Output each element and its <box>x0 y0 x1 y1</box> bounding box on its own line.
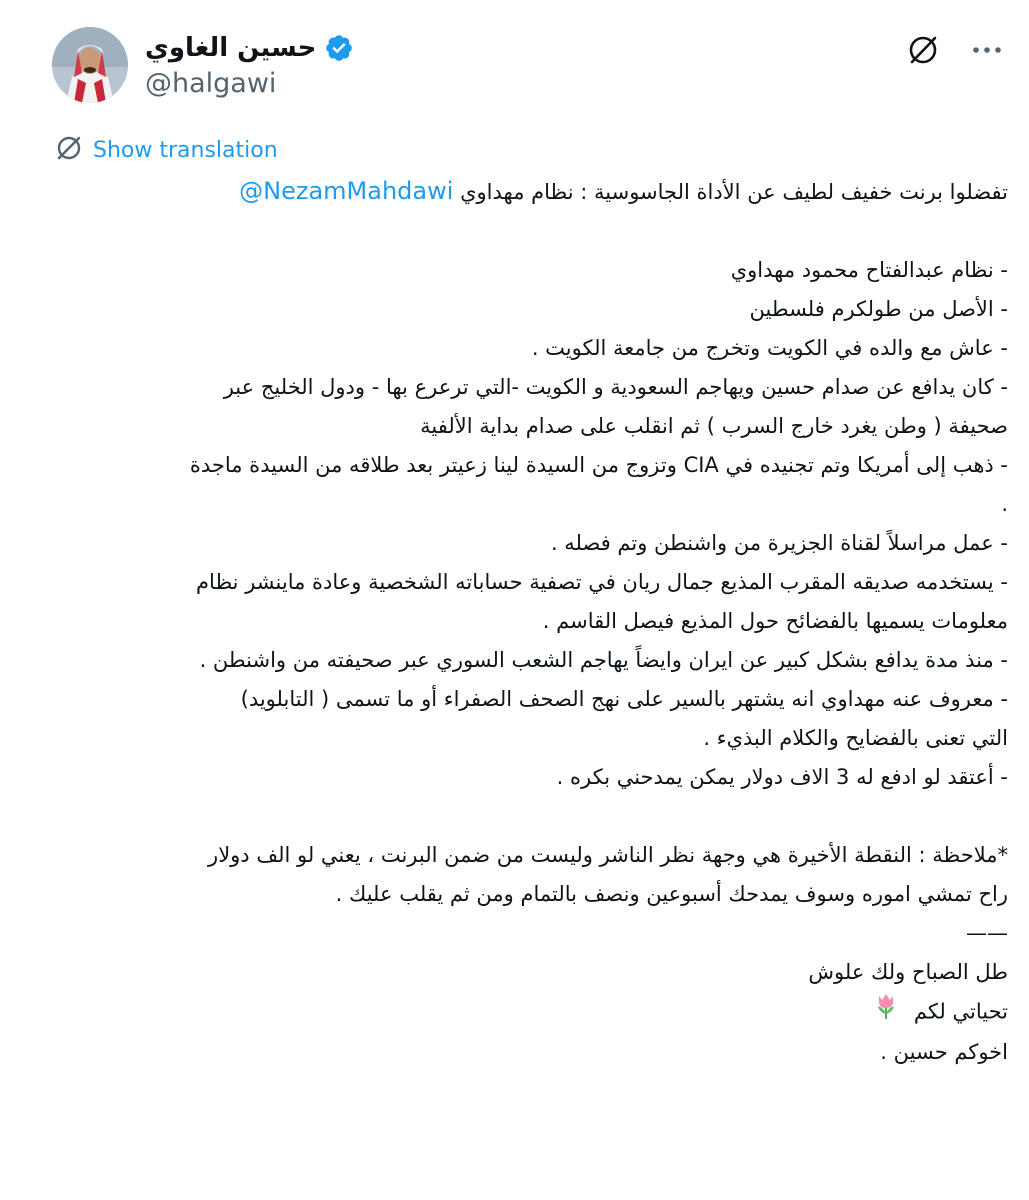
author-handle[interactable]: @halgawi <box>145 68 277 99</box>
tweet-line: - منذ مدة يدافع بشكل كبير عن ايران وايضاً يهاجم الشعب السوري عبر صحيفته من واشنطن . <box>199 648 1008 672</box>
tweet-text <box>40 172 1008 1072</box>
avatar-image <box>52 27 128 103</box>
verified-badge-icon[interactable] <box>324 33 354 63</box>
mention-link[interactable]: @NezamMahdawi <box>239 177 454 205</box>
tweet-line: - أعتقد لو ادفع له 3 الاف دولار يمكن يمدحني بكره . <box>556 765 1008 789</box>
tulip-emoji <box>873 992 899 1033</box>
top-actions <box>903 30 1007 70</box>
tweet-line: - عاش مع والده في الكويت وتخرج من جامعة الكويت . <box>531 336 1008 360</box>
tweet-line: معلومات يسميها بالفضائح حول المذيع فيصل القاسم . <box>542 609 1008 633</box>
separator-line: —— <box>966 921 1008 945</box>
show-translation-label[interactable]: Show translation <box>93 137 278 163</box>
more-options-icon[interactable] <box>967 30 1007 70</box>
tweet-line: التي تعنى بالفضايح والكلام البذيء . <box>703 726 1008 750</box>
closing-line: طل الصباح ولك علوش <box>808 960 1008 984</box>
tweet-line: - عمل مراسلاً لقناة الجزيرة من واشنطن وتم فصله . <box>550 531 1008 555</box>
blank-line <box>40 212 1008 251</box>
tweet-line: . <box>1001 492 1008 516</box>
author-name-row <box>145 28 354 68</box>
note-line: راح تمشي اموره وسوف يمدحك أسبوعين ونصف بالتمام ومن ثم يقلب عليك . <box>335 882 1008 906</box>
closing-text: تحياتي لكم <box>913 999 1008 1024</box>
tweet-intro-line <box>40 172 1008 212</box>
tweet-line: صحيفة ( وطن يغرد خارج السرب ) ثم انقلب على صدام بداية الألفية <box>420 414 1008 438</box>
avatar[interactable] <box>52 27 128 103</box>
note-line: *ملاحظة : النقطة الأخيرة هي وجهة نظر الناشر وليست من ضمن البرنت ، يعني لو الف دولار <box>208 843 1008 867</box>
tweet-line: - ذهب إلى أمريكا وتم تجنيده في CIA وتزوج من السيدة لينا زعيتر بعد طلاقه من السيدة ماجدة <box>189 453 1008 477</box>
tweet-line: - نظام عبدالفتاح محمود مهداوي <box>730 258 1008 282</box>
closing-line: اخوكم حسين . <box>880 1040 1008 1064</box>
tweet-line: - الأصل من طولكرم فلسطين <box>749 297 1008 321</box>
show-translation-link[interactable] <box>55 132 278 168</box>
tweet-line: - معروف عنه مهداوي انه يشتهر بالسير على نهج الصحف الصفراء أو ما تسمى ( التابلويد) <box>240 687 1008 711</box>
author-display-name[interactable]: حسين الغاوي <box>145 33 317 63</box>
translate-icon <box>55 134 83 166</box>
blank-line <box>40 797 1008 836</box>
closing-line-with-emoji <box>40 992 1008 1033</box>
grok-icon[interactable] <box>903 30 943 70</box>
tweet-line: - يستخدمه صديقه المقرب المذيع جمال ريان في تصفية حساباته الشخصية وعادة ماينشر نظام <box>196 570 1008 594</box>
tweet-intro-text: تفضلوا برنت خفيف لطيف عن الأداة الجاسوسية : نظام مهداوي <box>453 180 1008 204</box>
tweet-line: - كان يدافع عن صدام حسين ويهاجم السعودية و الكويت -التي ترعرع بها - ودول الخليج عبر <box>223 375 1008 399</box>
